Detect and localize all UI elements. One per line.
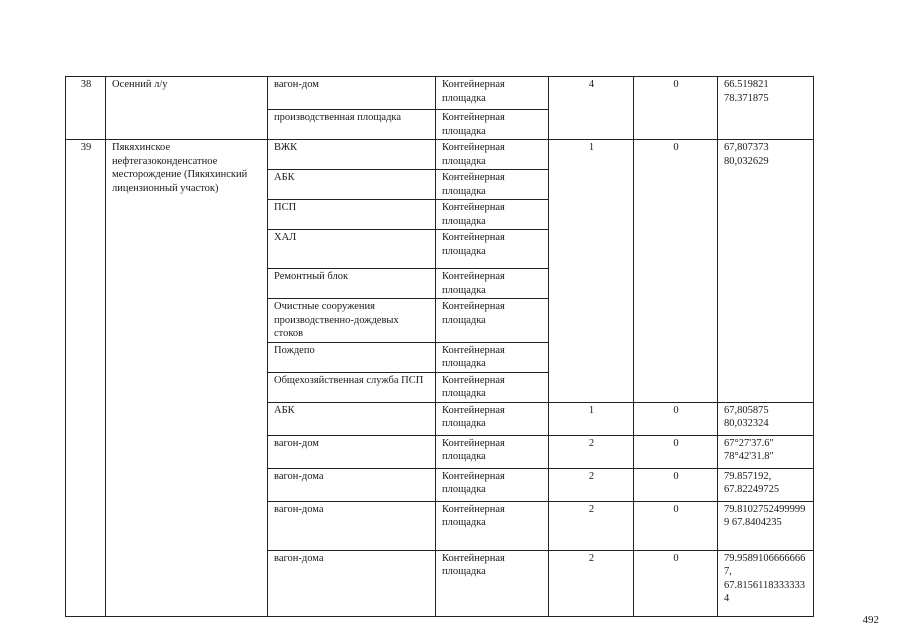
container-type-cell: Контейнерная площадка: [436, 372, 549, 402]
count-cell: 2: [549, 550, 634, 616]
count-cell: 1: [549, 140, 634, 403]
container-type-cell: Контейнерная площадка: [436, 468, 549, 501]
container-type-cell: Контейнерная площадка: [436, 501, 549, 550]
object-cell: Ремонтный блок: [268, 269, 436, 299]
coordinates-cell: [718, 140, 814, 403]
object-cell: вагон-дома: [268, 468, 436, 501]
object-cell: Общехозяйственная служба ПСП: [268, 372, 436, 402]
coordinate-line-1: 66.519821: [724, 79, 769, 90]
coordinate-line-2: 67.81561183333334: [724, 579, 805, 604]
container-type-cell: Контейнерная площадка: [436, 435, 549, 468]
coordinates-cell: [718, 402, 814, 435]
container-type-cell: Контейнерная площадка: [436, 269, 549, 299]
object-cell: АБК: [268, 170, 436, 200]
container-type-cell: Контейнерная площадка: [436, 550, 549, 616]
object-cell: Очистные сооружения производственно-дождевых стоков: [268, 299, 436, 343]
container-type-cell: Контейнерная площадка: [436, 170, 549, 200]
object-cell: ВЖК: [268, 140, 436, 170]
object-cell: вагон-дома: [268, 550, 436, 616]
row-number-cell: 39: [66, 140, 106, 617]
coordinate-line-1: 79.857192,: [724, 470, 772, 482]
coordinate-line-1: 67,805875: [724, 404, 769, 416]
container-type-cell: Контейнерная площадка: [436, 140, 549, 170]
coordinate-line-2: 80,032629: [724, 155, 769, 167]
count-cell: 2: [549, 435, 634, 468]
container-type-cell: Контейнерная площадка: [436, 230, 549, 269]
object-cell: ПСП: [268, 200, 436, 230]
coordinate-line-2: 67.82249725: [724, 484, 780, 495]
count-cell: 2: [549, 468, 634, 501]
container-type-cell: Контейнерная площадка: [436, 77, 549, 110]
object-cell: ХАЛ: [268, 230, 436, 269]
page-number: 492: [862, 614, 879, 626]
container-type-cell: Контейнерная площадка: [436, 110, 549, 140]
object-cell: вагон-дом: [268, 435, 436, 468]
coordinates-cell: [718, 550, 814, 616]
zero-cell: 0: [634, 140, 718, 403]
coordinates-cell: 79.81027524999999 67.8404235: [718, 501, 814, 550]
container-type-cell: Контейнерная площадка: [436, 402, 549, 435]
zero-cell: 0: [634, 435, 718, 468]
object-cell: Пождепо: [268, 342, 436, 372]
zero-cell: 0: [634, 468, 718, 501]
count-cell: 2: [549, 501, 634, 550]
object-cell: вагон-дом: [268, 77, 436, 110]
site-name-cell: Осенний л/у: [106, 77, 268, 140]
coordinates-cell: [718, 77, 814, 140]
coordinate-line-2: 78°42'31.8": [724, 451, 774, 462]
object-cell: производственная площадка: [268, 110, 436, 140]
zero-cell: 0: [634, 501, 718, 550]
zero-cell: 0: [634, 550, 718, 616]
container-type-cell: Контейнерная площадка: [436, 299, 549, 343]
container-type-cell: Контейнерная площадка: [436, 200, 549, 230]
coordinate-line-2: 78.371875: [724, 92, 769, 104]
count-cell: 1: [549, 402, 634, 435]
zero-cell: 0: [634, 402, 718, 435]
coordinate-line-1: 67°27'37.6": [724, 437, 774, 449]
count-cell: 4: [549, 77, 634, 140]
coordinate-line-2: 80,032324: [724, 418, 769, 429]
object-cell: АБК: [268, 402, 436, 435]
container-type-cell: Контейнерная площадка: [436, 342, 549, 372]
coordinates-cell: [718, 435, 814, 468]
table-row: [66, 77, 814, 110]
object-cell: вагон-дома: [268, 501, 436, 550]
zero-cell: 0: [634, 77, 718, 140]
data-table: [65, 76, 814, 617]
coordinate-line-1: 79.95891066666667,: [724, 552, 806, 577]
coordinates-cell: [718, 468, 814, 501]
coordinate-line-1: 67,807373: [724, 142, 769, 153]
site-name-cell: Пякяхинское нефтегазоконденсатное месторождение (Пякяхинский лицензионный участок): [106, 140, 268, 617]
table-row: [66, 140, 814, 170]
row-number-cell: 38: [66, 77, 106, 140]
